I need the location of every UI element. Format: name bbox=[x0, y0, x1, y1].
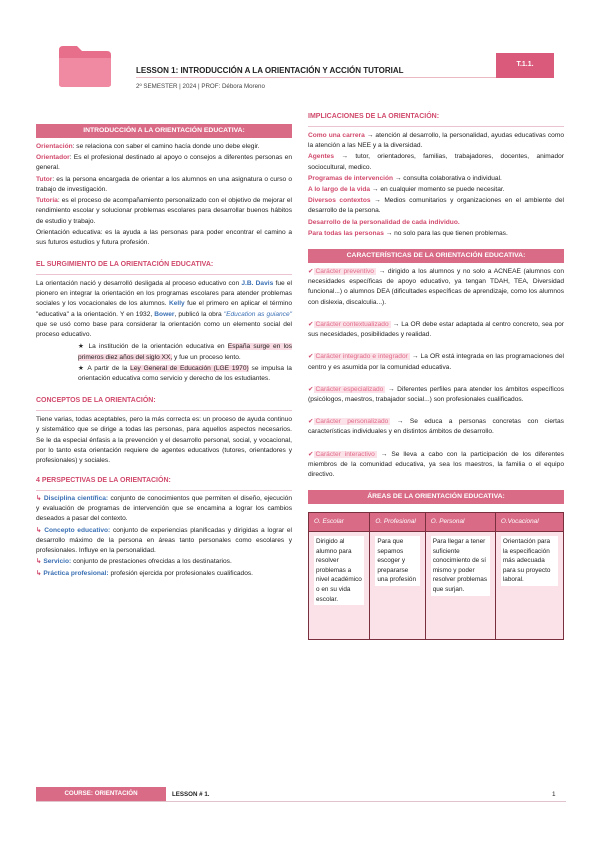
perspectiva-item: ↳ Concepto educativo: conjunto de experiencias planificadas y dirigidas a lograr el desarrollo máximo de la persona en áreas tanto personales como escolares y profesionales. Influye en la personalidad. bbox=[36, 526, 292, 555]
perspectiva-term: Servicio: bbox=[43, 558, 72, 566]
page-number: 1 bbox=[552, 791, 556, 798]
caracteristica-text: → La OR está integrada en las programaciones del centro y es asumida por la comunidad educativa. bbox=[308, 353, 564, 371]
cell-text: Dirigido al alumno para resolver problemas a nivel académico o en su vida escolar. bbox=[314, 536, 364, 605]
implicacion-text: → tutor, orientadores, familias, trabajadores, docentes, animador sociocultural, medico. bbox=[308, 153, 564, 171]
implicacion-item bbox=[308, 185, 564, 195]
star-text: y fue un proceso lento. bbox=[174, 353, 241, 361]
intro-term: Orientación bbox=[36, 143, 73, 150]
surgimiento-section bbox=[36, 279, 292, 384]
star-text: se impulsa la orientación educativa como servicio y derecho de los estudiantes. bbox=[78, 364, 292, 382]
caracteristica-tag: Carácter integrado e integrador bbox=[315, 353, 408, 361]
right-column bbox=[308, 112, 564, 640]
implicacion-item bbox=[308, 229, 564, 239]
cell-text: Para llegar a tener suficiente conocimiento de sí mismo y poder resolver problemas que surjan. bbox=[431, 536, 490, 596]
caracteristicas-section-title: CARACTERÍSTICAS DE LA ORIENTACIÓN EDUCATIVA: bbox=[308, 249, 564, 263]
caracteristica-tag: Carácter personalizado bbox=[315, 418, 389, 426]
page-subtitle: 2º SEMESTER | 2024 | PROF: Débora Moreno bbox=[136, 83, 265, 90]
check-icon: ✔ bbox=[308, 418, 314, 426]
intro-item bbox=[36, 175, 292, 195]
table-header-cell: O.Vocacional bbox=[495, 513, 563, 532]
implicacion-item bbox=[308, 174, 564, 184]
cell-text: Orientación para la especificación más adecuada para su proyecto laboral. bbox=[501, 536, 558, 586]
lesson-tab: T.1.1. bbox=[496, 53, 554, 78]
implicacion-item bbox=[308, 196, 564, 216]
surgimiento-section-title: EL SURGIMIENTO DE LA ORIENTACIÓN EDUCATIVA: bbox=[36, 260, 292, 275]
implicacion-term: Diversos contextos bbox=[308, 197, 371, 205]
caracteristica-item bbox=[308, 450, 564, 481]
star-highlight: Ley General de Educación (LGE 1970) bbox=[130, 364, 249, 372]
perspectiva-item: ↳ Disciplina científica: conjunto de conocimientos que permiten el diseño, ejecución y evaluación de programas de intervención que se encamina a lograr los cambios deseados a pasar del contexto. bbox=[36, 495, 292, 523]
table-header-cell: O. Profesional bbox=[370, 513, 425, 532]
implicacion-item bbox=[308, 218, 564, 228]
footer-lesson: LESSON # 1. bbox=[172, 791, 210, 798]
caracteristica-text: → Se educa a personas concretas con ciertas características individuales y en distintos ámbitos de desarrollo. bbox=[308, 418, 564, 436]
implicaciones-section-title: IMPLICACIONES DE LA ORIENTACIÓN: bbox=[308, 112, 564, 127]
table-header-cell: O. Personal bbox=[425, 513, 495, 532]
intro-text: : se relaciona con saber el camino hacía donde uno debe elegir. bbox=[72, 143, 260, 150]
perspectivas-section-title: 4 PERSPECTIVAS DE LA ORIENTACIÓN: bbox=[36, 476, 292, 491]
conceptos-text: Tiene varias, todas aceptables, pero la más correcta es: un proceso de ayuda continuo y sistemático que se dirige a todas las personas, para aquellos aspectos necesarios. Se le da especial énfasis a la prevención y el desarrollo personal, social, y vocacional, por lo tanto esta orientación requiere de agentes educativos (tutores, orientadores y profesionales) y sociales. bbox=[36, 416, 292, 464]
caracteristica-tag: Carácter contextualizado bbox=[315, 320, 389, 328]
implicacion-term: Programas de intervención bbox=[308, 174, 394, 182]
implicacion-term: A lo largo de la vida bbox=[308, 185, 371, 193]
folder-icon bbox=[57, 44, 113, 88]
areas-table bbox=[308, 512, 564, 640]
caracteristica-item bbox=[308, 352, 564, 372]
implicaciones-section bbox=[308, 131, 564, 239]
perspectiva-term: Disciplina científica: bbox=[43, 495, 109, 502]
star-item bbox=[36, 342, 292, 362]
table-cell bbox=[495, 531, 563, 639]
check-icon: ✔ bbox=[308, 320, 314, 328]
caracteristica-item bbox=[308, 267, 564, 308]
intro-term: Tutor bbox=[36, 175, 53, 183]
caracteristicas-section bbox=[308, 267, 564, 480]
caracteristica-item bbox=[308, 417, 564, 437]
implicacion-text: → atención al desarrollo, la personalidad, ayudas educativas como la atención a las NEE y a la diversidad. bbox=[308, 131, 564, 150]
star-text: La institución de la orientación educativa en bbox=[88, 343, 225, 351]
intro-section bbox=[36, 142, 292, 248]
table-header-row bbox=[309, 513, 564, 532]
name-davis: J.B. Davis bbox=[241, 280, 274, 288]
intro-text: : Es el profesional destinado al apoyo o consejos a diferentes personas en general. bbox=[36, 154, 292, 172]
implicacion-text: → en cualquier momento se puede necesitar. bbox=[371, 185, 505, 193]
check-icon: ✔ bbox=[308, 385, 314, 393]
check-icon: ✔ bbox=[308, 450, 314, 458]
caracteristica-tag: Carácter interactivo bbox=[315, 450, 375, 458]
check-icon: ✔ bbox=[308, 268, 314, 276]
intro-closing: Orientación educativa: es la ayuda a las personas para poder encontrar el camino a sus futuros estudios y futura profesión. bbox=[36, 228, 292, 246]
table-cell bbox=[370, 531, 425, 639]
perspectiva-text: conjunto de experiencias planificadas y dirigidas a lograr el desarrollo máximo de la persona en áreas tanto personales como escolares y profesionales. Influye en la personalidad. bbox=[36, 526, 292, 555]
footer-divider bbox=[36, 801, 566, 802]
caracteristica-text: → Se lleva a cabo con la participación de los diferentes miembros de la comunidad educativa, ya sea los maestros, la familia o el equipo directivo. bbox=[308, 450, 564, 479]
intro-term: Orientador bbox=[36, 154, 70, 162]
surgimiento-text: que se usó como base para considerar la orientación como un elemento social del proceso educativo. bbox=[36, 320, 292, 339]
caracteristica-text: → La OR debe estar adaptada al centro concreto, sea por sus necesidades, posibilidades y realidad. bbox=[308, 320, 564, 339]
conceptos-section-title: CONCEPTOS DE LA ORIENTACIÓN: bbox=[36, 396, 292, 411]
intro-text: : es la persona encargada de orientar a los alumnos en una asignatura o curso o trabajo de investigación. bbox=[36, 175, 292, 193]
caracteristica-text: → dirigido a los alumnos y no solo a ACNEAE (alumnos con necesidades específicas de apoyo educativo, ya tengan TDAH, TEA, Diversidad funcional...) o alumnos DEA (dificultades específicas de aprendizaje, como los alumnos con dislexia, discalculia...). bbox=[308, 268, 564, 306]
caracteristica-item bbox=[308, 320, 564, 340]
perspectiva-text: conjunto de conocimientos que permiten el diseño, ejecución y evaluación de programas de intervención que se encamina a lograr los cambios deseados a pasar del contexto. bbox=[36, 495, 292, 523]
implicacion-item bbox=[308, 152, 564, 172]
book-title: "Education as guiance" bbox=[223, 310, 292, 318]
intro-section-title: INTRODUCCIÓN A LA ORIENTACIÓN EDUCATIVA: bbox=[36, 124, 292, 138]
name-kelly: Kelly bbox=[168, 300, 185, 308]
cell-text: Para que sepamos escoger y prepararse una profesión bbox=[375, 536, 419, 586]
page-title: LESSON 1: INTRODUCCIÓN A LA ORIENTACIÓN Y ACCIÓN TUTORIAL bbox=[136, 66, 404, 75]
implicacion-term: Para todas las personas bbox=[308, 229, 384, 237]
caracteristica-text: → Diferentes perfiles para atender los ámbitos específicos (psicólogos, maestros, trabajador social...) son profesionales cualificados. bbox=[308, 385, 564, 403]
star-icon: ★ bbox=[78, 364, 85, 372]
caracteristica-item bbox=[308, 385, 564, 405]
perspectiva-item: ↳ Servicio: conjunto de prestaciones ofrecidas a los destinatarios. bbox=[36, 558, 232, 566]
implicacion-term: Desarrollo de la personalidad de cada individuo. bbox=[308, 218, 460, 226]
table-row bbox=[309, 531, 564, 639]
footer-course: COURSE: ORIENTACIÓN bbox=[36, 787, 166, 801]
table-cell bbox=[309, 531, 370, 639]
intro-item bbox=[36, 142, 292, 152]
star-text: A partir de la bbox=[87, 364, 128, 372]
left-column bbox=[36, 124, 292, 580]
star-icon: ★ bbox=[78, 343, 86, 351]
caracteristica-tag: Carácter preventivo bbox=[315, 268, 374, 276]
intro-item bbox=[36, 196, 292, 227]
perspectiva-term: Práctica profesional: bbox=[43, 569, 109, 577]
intro-term: Tutoría bbox=[36, 197, 58, 205]
check-icon: ✔ bbox=[308, 353, 314, 361]
implicacion-text: → consulta colaborativa o individual. bbox=[394, 174, 502, 182]
header-divider bbox=[136, 77, 536, 78]
star-item bbox=[36, 364, 292, 384]
perspectiva-term: Concepto educativo: bbox=[44, 526, 111, 534]
name-bower: Bower bbox=[154, 310, 175, 318]
surgimiento-text: , publicó la obra bbox=[174, 310, 222, 318]
intro-item bbox=[36, 153, 292, 173]
areas-section-title: ÁREAS DE LA ORIENTACIÓN EDUCATIVA: bbox=[308, 490, 564, 504]
perspectiva-text: profesión ejercida por profesionales cualificados. bbox=[110, 569, 254, 577]
surgimiento-text: La orientación nació y desarrolló desligada al proceso educativo con bbox=[36, 280, 240, 288]
implicacion-item bbox=[308, 131, 564, 151]
perspectiva-item: ↳ Práctica profesional: profesión ejercida por profesionales cualificados. bbox=[36, 569, 254, 577]
star-highlight: España surge en los primeros diez años del siglo XX, bbox=[78, 343, 292, 361]
perspectiva-text: conjunto de prestaciones ofrecidas a los destinatarios. bbox=[73, 558, 232, 566]
caracteristica-tag: Carácter especializado bbox=[315, 385, 384, 393]
table-header-cell: O. Escolar bbox=[309, 513, 370, 532]
implicacion-term: Agentes bbox=[308, 153, 335, 161]
surgimiento-text: fue el primero en aplicar el término "educativa" a la orientación. Y en 1932, bbox=[36, 300, 292, 318]
implicacion-text: → no solo para las que tienen problemas. bbox=[385, 229, 508, 237]
implicacion-term: Como una carrera bbox=[308, 131, 365, 139]
perspectivas-section bbox=[36, 494, 292, 579]
surgimiento-text: fue el pionero en integrar la orientación en los programas escolares para atender problemas sociales y los vocacionales de los alumnos. bbox=[36, 280, 292, 308]
intro-text: : es el proceso de acompañamiento personalizado con el objetivo de mejorar el rendimiento escolar y solucionar problemas escolares para desarrollar buenos hábitos de estudio y trabajo. bbox=[36, 197, 292, 225]
table-cell bbox=[425, 531, 495, 639]
implicacion-text: → Medios comunitarios y organizaciones en el ambiente del desarrollo de la persona. bbox=[308, 197, 564, 215]
surgimiento-paragraph bbox=[36, 279, 292, 340]
